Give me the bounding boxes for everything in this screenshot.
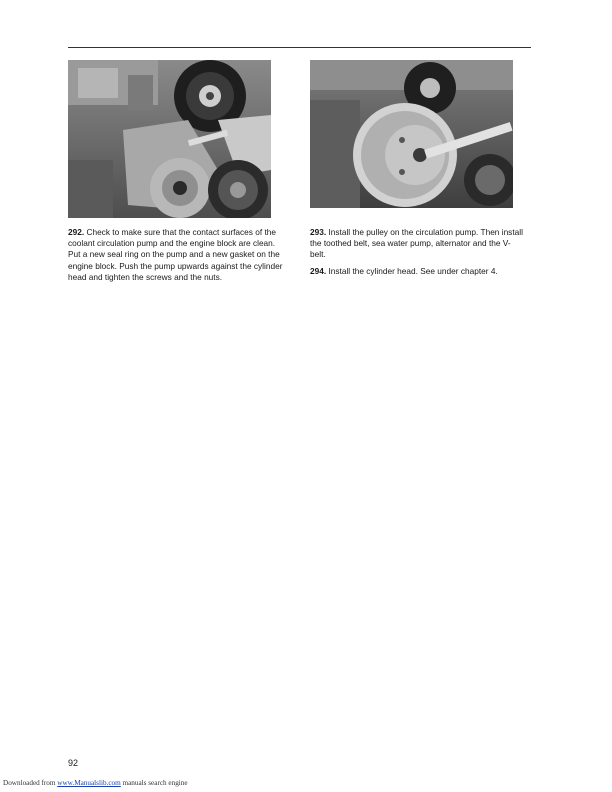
step-294-instruction xyxy=(310,266,525,277)
manualslib-link[interactable]: www.Manualslib.com xyxy=(57,779,121,787)
footer-prefix: Downloaded from xyxy=(3,779,58,787)
photo-circulation-pump-installation xyxy=(68,60,271,218)
step-293-instruction xyxy=(310,227,525,261)
step-number: 294. xyxy=(310,266,327,276)
header-rule xyxy=(68,47,531,48)
download-footer xyxy=(3,779,188,787)
footer-suffix: manuals search engine xyxy=(120,779,188,787)
step-number: 293. xyxy=(310,227,327,237)
step-text: Install the cylinder head. See under chapter 4. xyxy=(326,266,498,276)
page-number: 92 xyxy=(68,758,79,768)
step-number: 292. xyxy=(68,227,85,237)
step-text: Check to make sure that the contact surfaces of the coolant circulation pump and the engine block are clean. Put a new seal ring on the pump and a new gasket on the engine block. Push the pump upwards against the cylinder head and tighten the screws and the nuts. xyxy=(68,227,283,282)
photo-pulley-installation xyxy=(310,60,513,208)
step-292-instruction xyxy=(68,227,283,283)
step-text: Install the pulley on the circulation pump. Then install the toothed belt, sea water pump, alternator and the V-belt. xyxy=(310,227,523,260)
